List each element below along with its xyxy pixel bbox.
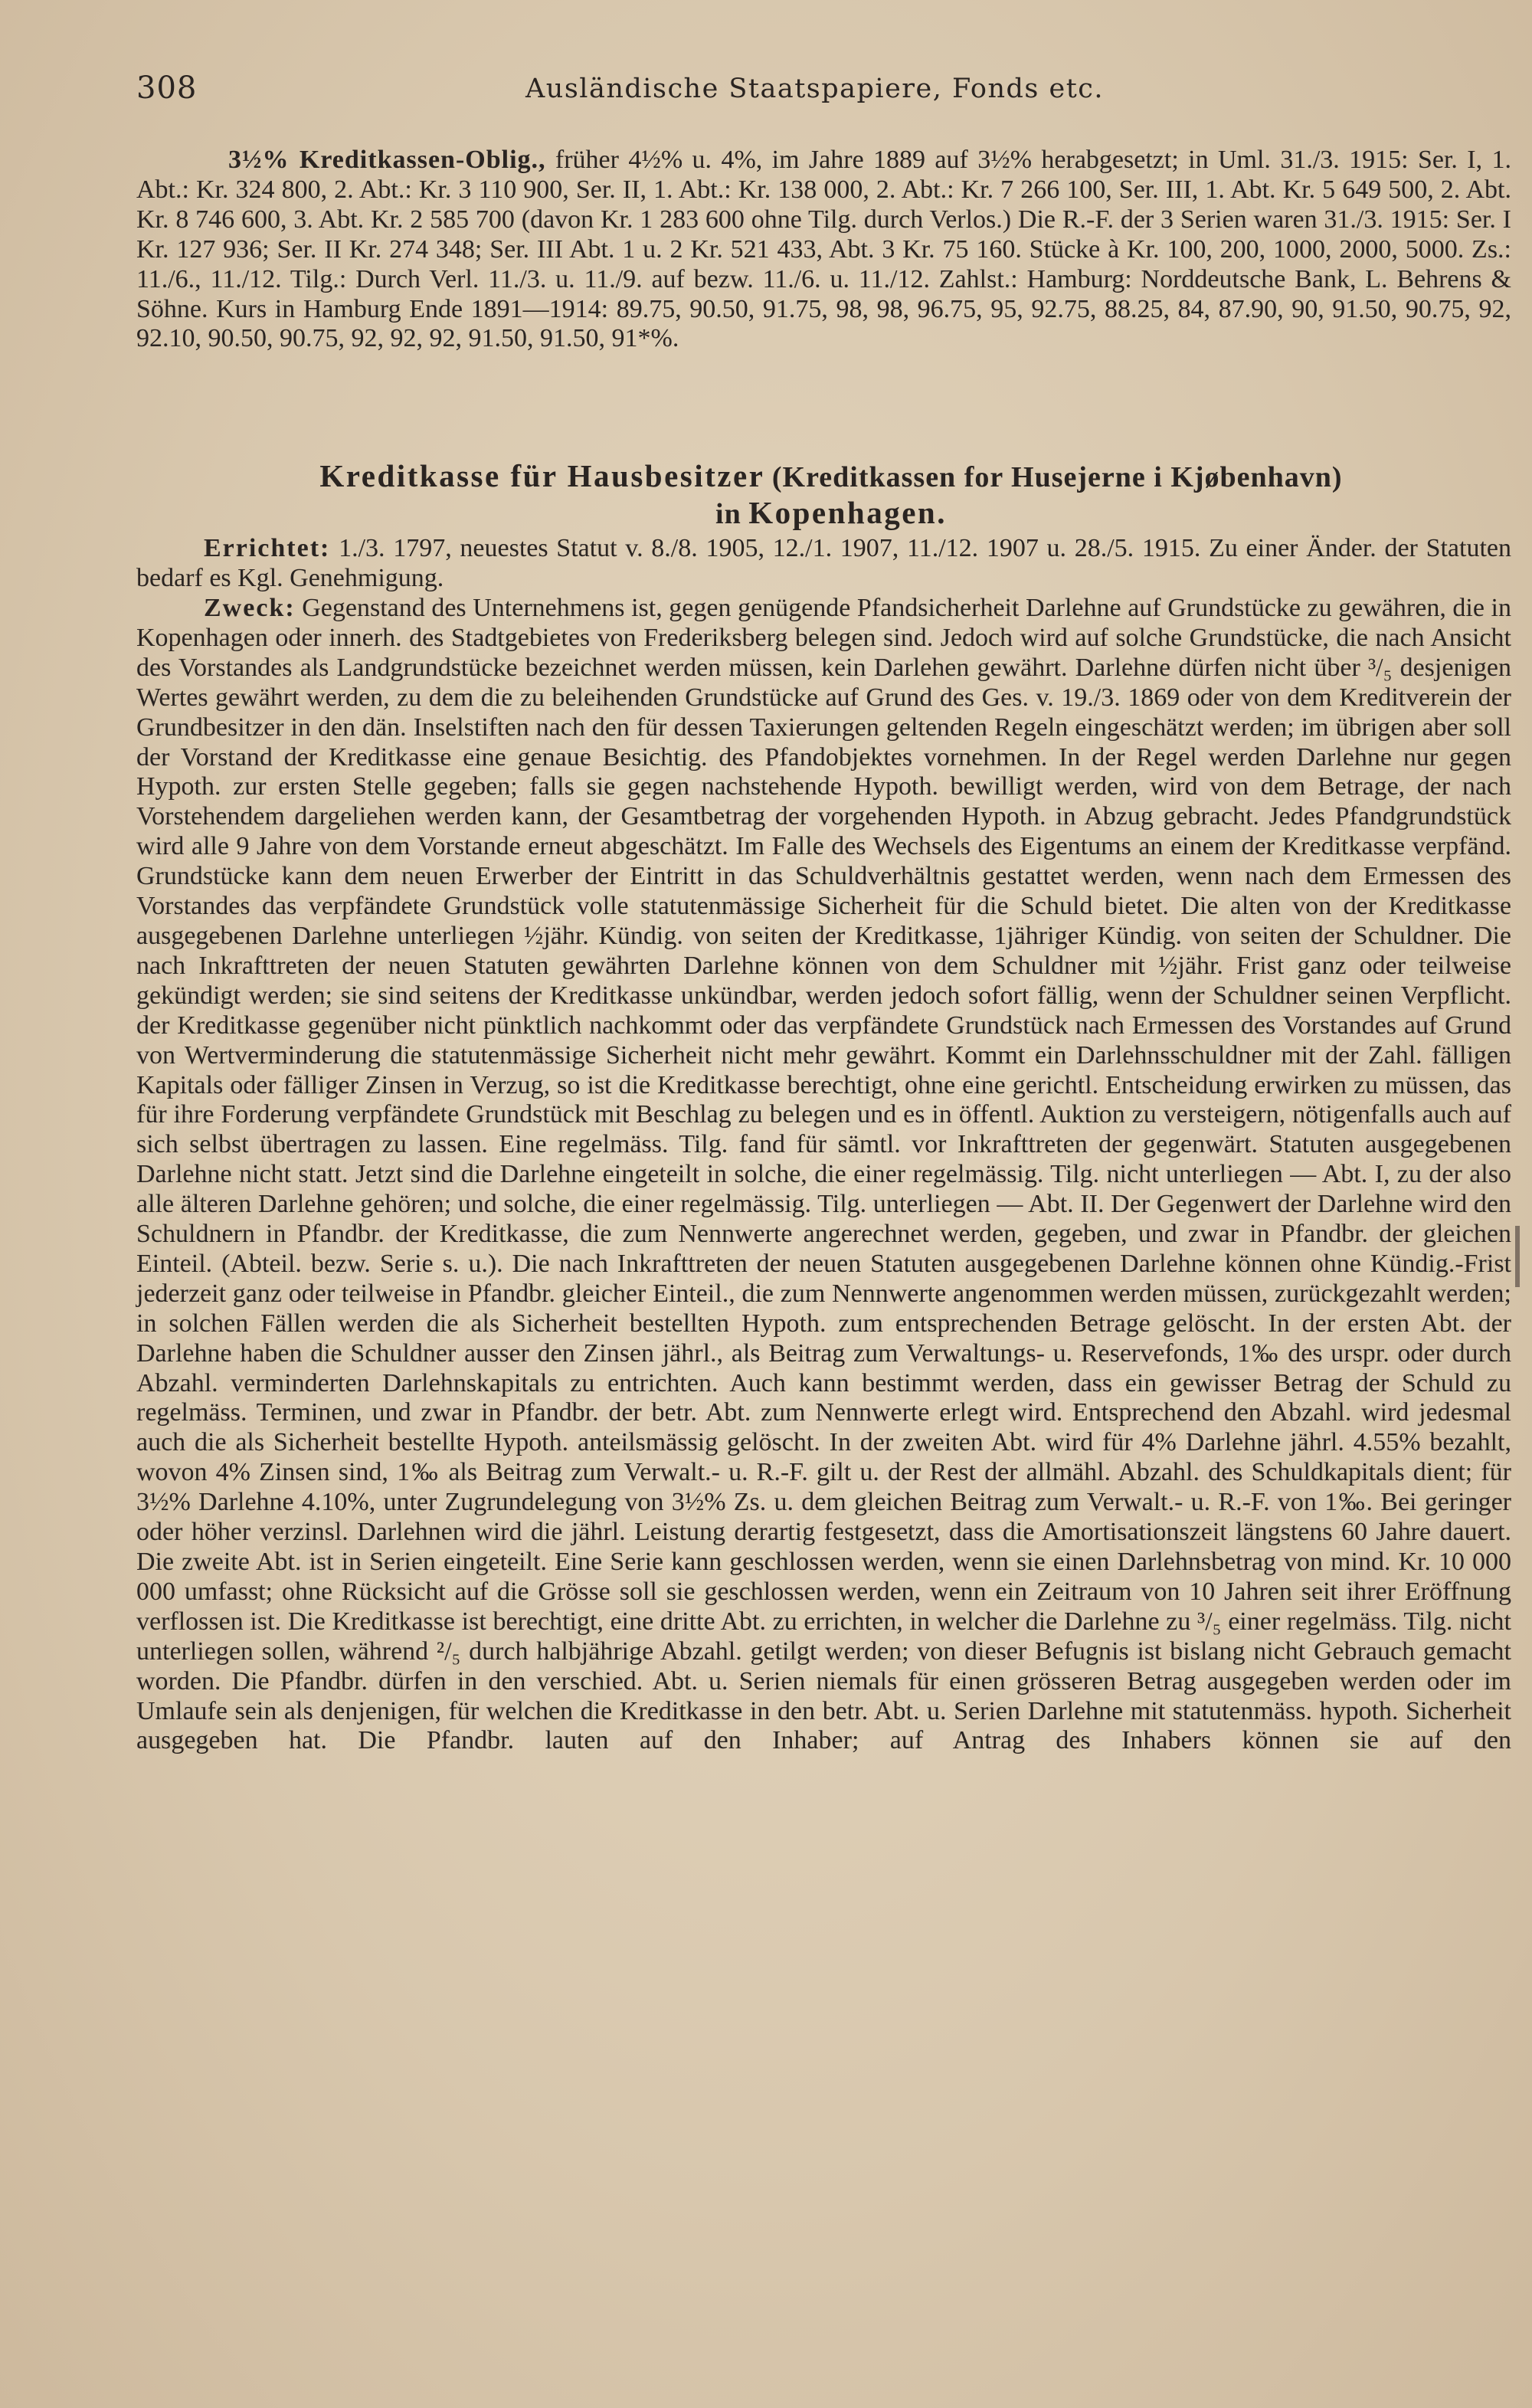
established-paragraph [136,534,1511,594]
running-head: Ausländische Staatspapiere, Fonds etc. [525,74,1104,104]
margin-mark [1515,1226,1520,1287]
section-title-city: Kopenhagen. [748,495,947,530]
established-label: Errichtet: [204,534,331,562]
bond-title: 3½% Kreditkassen-Oblig., [228,146,546,174]
section-title [207,458,1455,532]
section-title-danish: (Kreditkassen for Husejerne i Kjøbenhavn) [771,461,1343,493]
bond-text: früher 4½% u. 4%, im Jahre 1889 auf 3½% herabgesetzt; in Uml. 31./3. 1915: Ser. I, 1. Abt.: Kr. 324 800, 2. Abt.: Kr. 3 110 900, Ser. II, 1. Abt.: Kr. 138 000, 2. Abt.: Kr. 7 266 100, Ser. III, 1. Abt. Kr. 5 649 500, 2. Abt. Kr. 8 746 600, 3. Abt. Kr. 2 585 700 (davon Kr. 1 283 600 ohne Tilg. durch Verlos.) Die R.-F. der 3 Serien waren 31./3. 1915: Ser. I Kr. 127 936; Ser. II Kr. 274 348; Ser. III Abt. 1 u. 2 Kr. 521 433, Abt. 3 Kr. 75 160. Stücke à Kr. 100, 200, 1000, 2000, 5000. Zs.: 11./6., 11./12. Tilg.: Durch Verl. 11./3. u. 11./9. auf bezw. 11./6. u. 11./12. Zahlst.: Hamburg: Norddeutsche Bank, L. Behrens & Söhne. Kurs in Hamburg Ende 1891—1914: 89.75, 90.50, 91.75, 98, 98, 96.75, 95, 92.75, 88.25, 84, 87.90, 90, 91.50, 90.75, 92, 92.10, 90.50, 90.75, 92, 92, 92, 91.50, 91.50, 91*%. [136,146,1512,353]
purpose-paragraph [136,594,1511,1756]
purpose-text: Gegenstand des Unternehmens ist, gegen genügende Pfandsicherheit Darlehne auf Grundstücke zu gewähren, die in Kopenhagen oder innerh. des Stadtgebietes von Frederiksberg belegen sind. Jedoch wird auf solche Grundstücke, die nach Ansicht des Vorstandes als Landgrundstücke bezeichnet werden müssen, kein Darlehen gewährt. Darlehne dürfen nicht über ³/₅ desjenigen Wertes gewährt werden, zu dem die zu beleihenden Grundstücke auf Grund des Ges. v. 19./3. 1869 oder von dem Kreditverein der Grundbesitzer in den dän. Inselstiften nach den für dessen Taxierungen geltenden Regeln eingeschätzt werden; im übrigen aber soll der Vorstand der Kreditkasse eine genaue Besichtig. des Pfandobjektes vornehmen. In der Regel werden Darlehne nur gegen Hypoth. zur ersten Stelle gegeben; falls sie gegen nachstehende Hypoth. bewilligt werden, wird von dem Betrage, der nach Vorstehendem dargeliehen werden kann, der Gesamtbetrag der vorgehenden Hypoth. in Abzug gebracht. Jedes Pfandgrundstück wird alle 9 Jahre von dem Vorstande erneut abgeschätzt. Im Falle des Wechsels des Eigentums an einem der Kreditkasse verpfänd. Grundstücke kann dem neuen Erwerber der Eintritt in das Schuldverhältnis gestattet werden, wenn nach dem Ermessen des Vorstandes das verpfändete Grundstück volle statutenmässige Sicherheit für die Schuld bietet. Die alten von der Kreditkasse ausgegebenen Darlehne unterliegen ½jähr. Kündig. von seiten der Kreditkasse, 1jähriger Kündig. von seiten der Schuldner. Die nach Inkrafttreten der neuen Statuten gewährten Darlehne können von dem Schuldner mit ½jähr. Frist ganz oder teilweise gekündigt werden; sie sind seitens der Kreditkasse unkündbar, werden jedoch sofort fällig, wenn der Schuldner seinen Verpflicht. der Kreditkasse gegenüber nicht pünktlich nachkommt oder das verpfändete Grundstück nach Ermessen des Vorstandes auf Grund von Wertverminderung die statutenmässige Sicherheit nicht mehr gewährt. Kommt ein Darlehnsschuldner mit der Zahl. fälligen Kapitals oder fälliger Zinsen in Verzug, so ist die Kreditkasse berechtigt, ohne eine gerichtl. Entscheidung erwirken zu müssen, das für ihre Forderung verpfändete Grundstück mit Beschlag zu belegen und es in öffentl. Auktion zu versteigern, nötigenfalls auch auf sich selbst übertragen zu lassen. Eine regelmäss. Tilg. fand für sämtl. vor Inkrafttreten der gegenwärt. Statuten ausgegebenen Darlehne nicht statt. Jetzt sind die Darlehne eingeteilt in solche, die einer regelmässig. Tilg. nicht unterliegen — Abt. I, zu der also alle älteren Darlehne gehören; und solche, die einer regelmässig. Tilg. unterliegen — Abt. II. Der Gegenwert der Darlehne wird den Schuldnern in Pfandbr. der Kreditkasse, die zum Nennwerte angerechnet werden, gegeben, und zwar in Pfandbr. der gleichen Einteil. (Abteil. bezw. Serie s. u.). Die nach Inkrafttreten der neuen Statuten ausgegebenen Darlehne können ohne Kündig.-Frist jederzeit ganz oder teilweise in Pfandbr. gleicher Einteil., die zum Nennwerte angenommen werden müssen, zurückgezahlt werden; in solchen Fällen werden die als Sicherheit bestellten Hypoth. zum entsprechenden Betrage gelöscht. In der ersten Abt. der Darlehne haben die Schuldner ausser den Zinsen jährl., als Beitrag zum Verwaltungs- u. Reservefonds, 1‰ des urspr. oder durch Abzahl. verminderten Darlehnskapitals zu entrichten. Auch kann bestimmt werden, dass ein gewisser Betrag der Schuld zu regelmäss. Terminen, und zwar in Pfandbr. der betr. Abt. zum Nennwerte erlegt wird. Entsprechend den Abzahl. wird jedesmal auch die als Sicherheit bestellte Hypoth. anteilsmässig gelöscht. In der zweiten Abt. wird für 4% Darlehne jährl. 4.55% bezahlt, wovon 4% Zinsen sind, 1‰ als Beitrag zum Verwalt.- u. R.-F. gilt u. der Rest der allmähl. Abzahl. des Schuldkapitals dient; für 3½% Darlehne 4.10%, unter Zugrundelegung von 3½% Zs. u. dem gleichen Beitrag zum Verwalt.- u. R.-F. von 1‰. Bei geringer oder höher verzinsl. Darlehnen wird die jährl. Leistung derartig festgesetzt, dass die Amortisationszeit längstens 60 Jahre dauert. Die zweite Abt. ist in Serien eingeteilt. Eine Serie kann geschlossen werden, wenn sie einen Darlehnsbetrag von mind. Kr. 10 000 000 umfasst; ohne Rücksicht auf die Grösse soll sie geschlossen werden, wenn ein Zeitraum von 10 Jahren seit ihrer Eröffnung verflossen ist. Die Kreditkasse ist berechtigt, eine dritte Abt. zu errichten, in welcher die Darlehne zu ³/₅ einer regelmäss. Tilg. nicht unterliegen sollen, während ²/₅ durch halbjährige Abzahl. getilgt werden; von dieser Befugnis ist bislang nicht Gebrauch gemacht worden. Die Pfandbr. dürfen in den verschied. Abt. u. Serien niemals für einen grösseren Betrag ausgegeben werden oder im Umlaufe sein als denjenigen, für welchen die Kreditkasse in den betr. Abt. u. Serien Darlehne mit statutenmäss. hypoth. Sicherheit ausgegeben hat. Die Pfandbr. lauten auf den Inhaber; auf Antrag des Inhabers können sie auf den [136,594,1511,1755]
section-title-main: Kreditkasse für Hausbesitzer [319,458,765,493]
purpose-label: Zweck: [204,594,296,622]
section-title-in: in [715,498,741,530]
page-header [136,70,1515,116]
established-text: 1./3. 1797, neuestes Statut v. 8./8. 1905, 12./1. 1907, 11./12. 1907 u. 28./5. 1915. Zu einer Änder. der Statuten bedarf es Kgl. Genehmigung. [136,534,1511,592]
bond-paragraph [136,146,1511,354]
page-number: 308 [136,70,198,106]
